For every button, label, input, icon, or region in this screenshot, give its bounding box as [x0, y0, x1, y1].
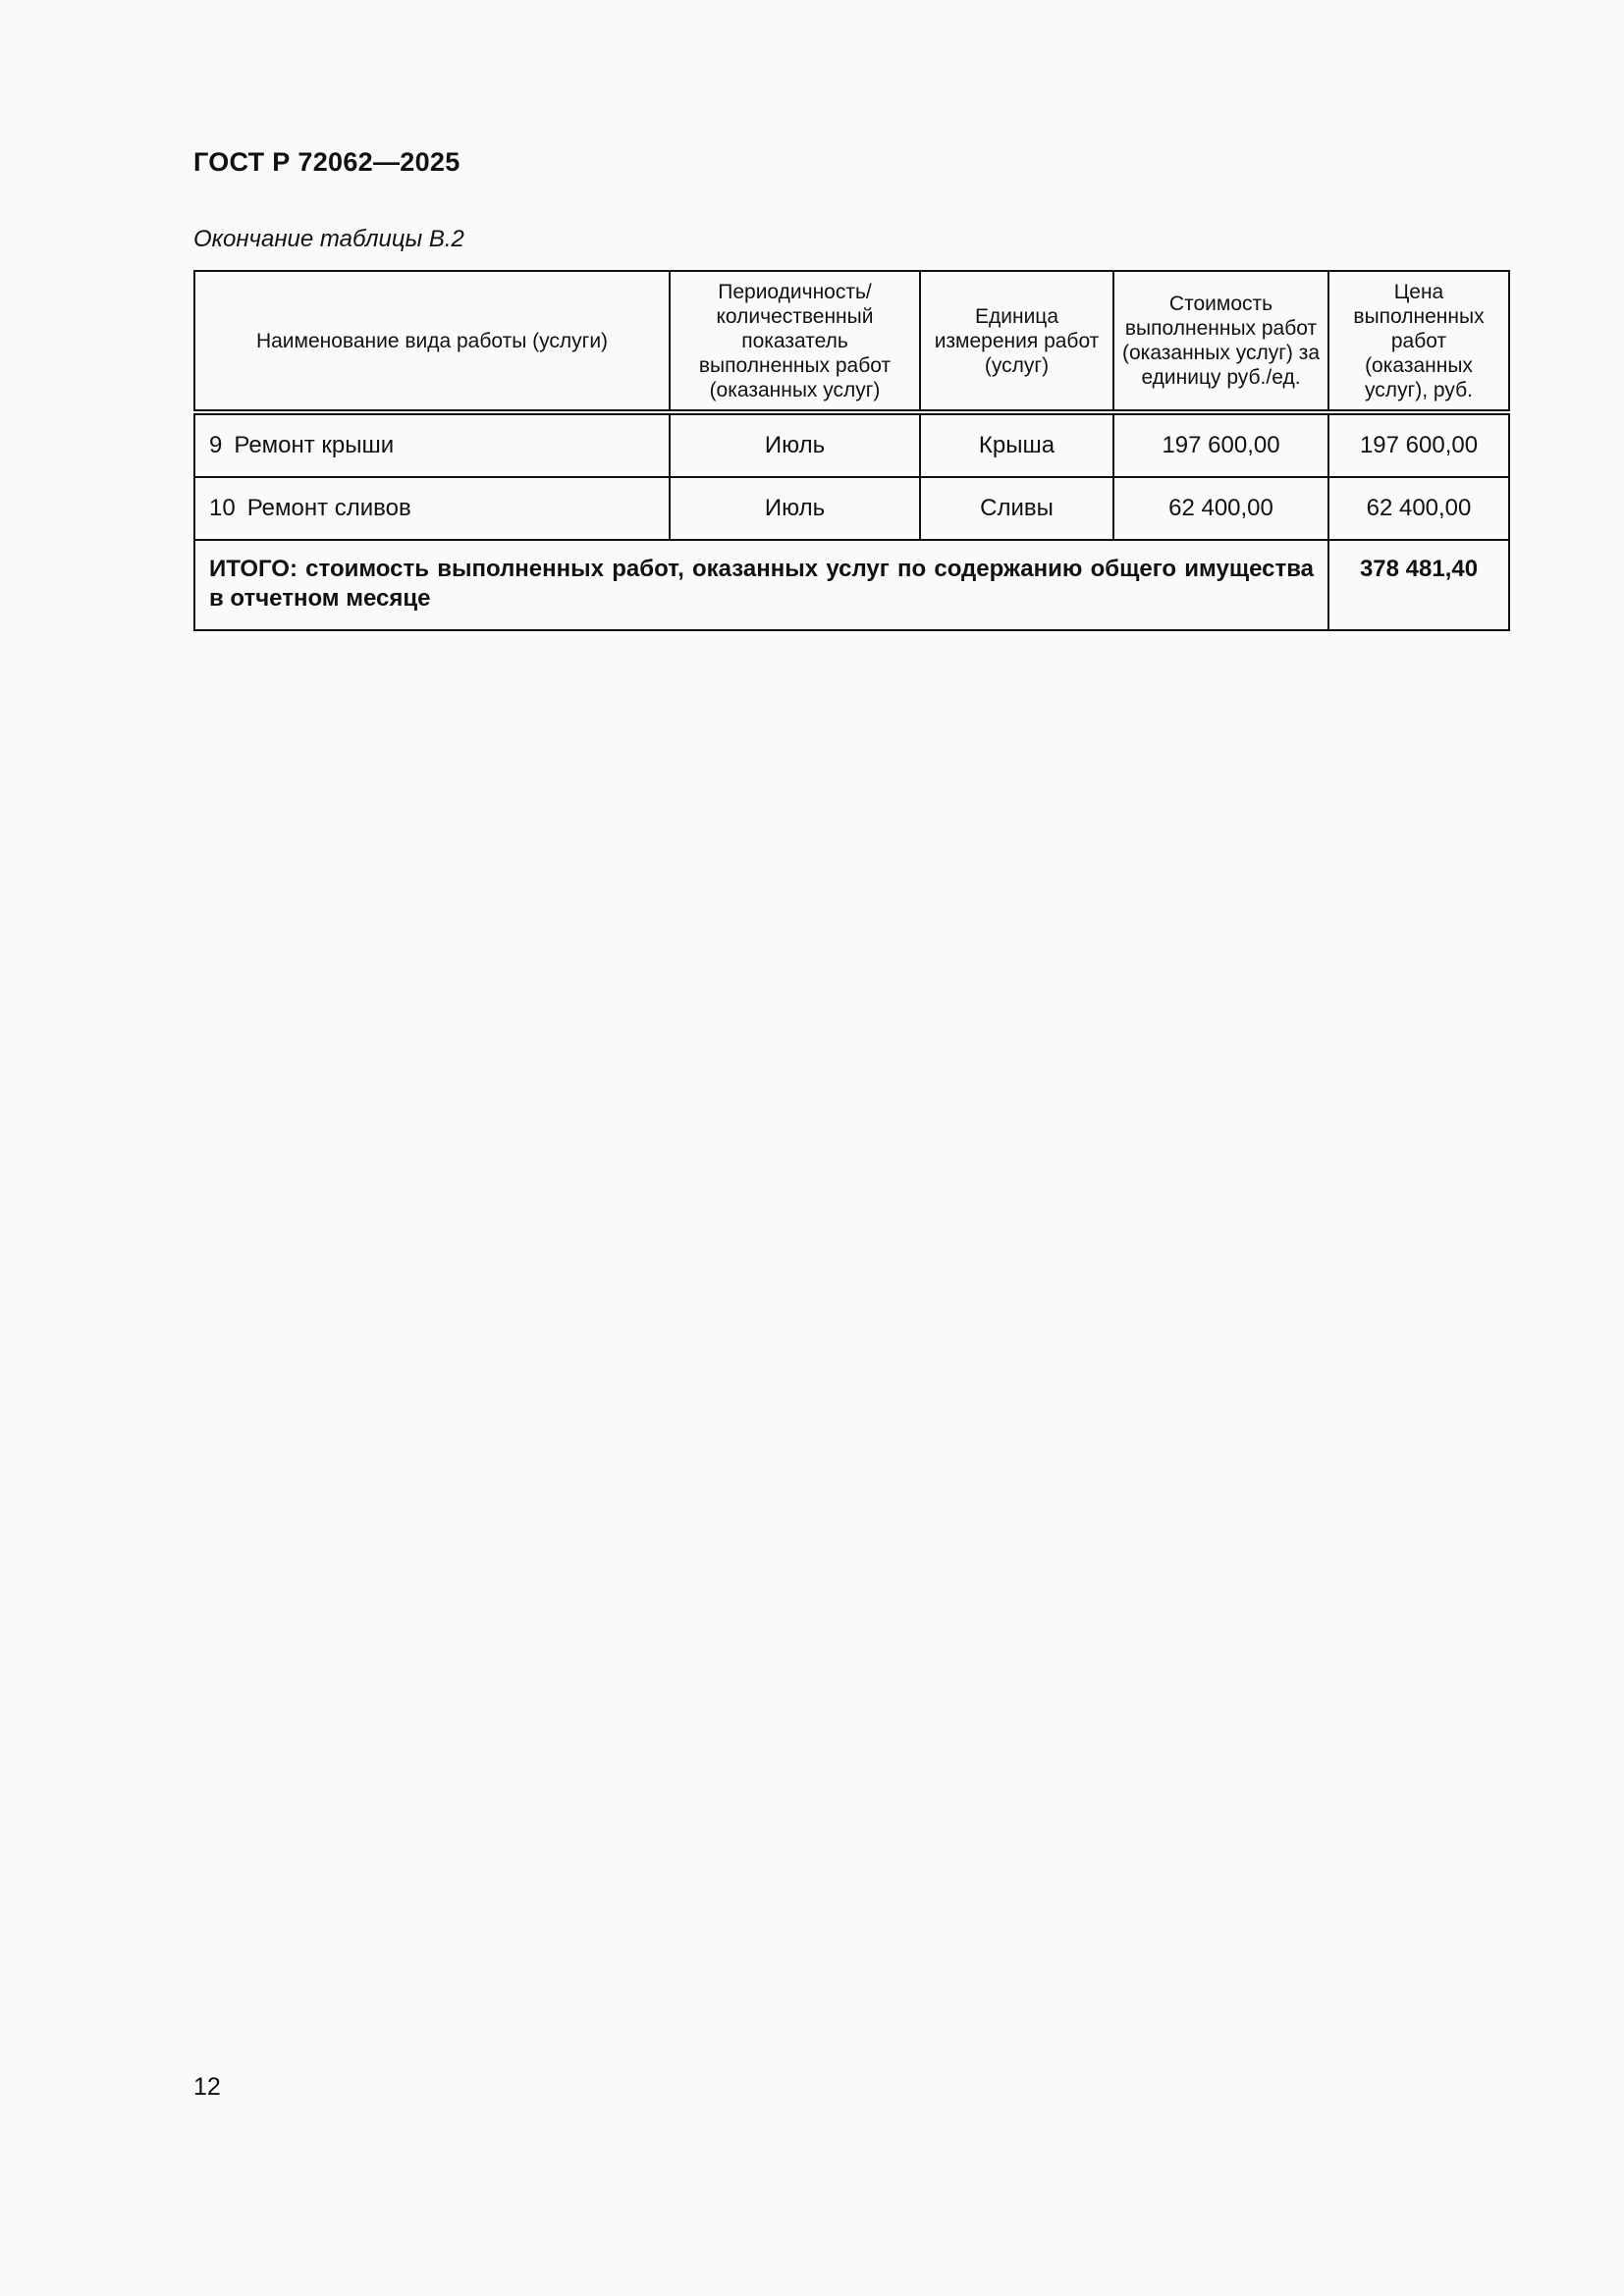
document-header: ГОСТ Р 72062—2025 — [193, 147, 460, 177]
total-label: ИТОГО: стоимость выполненных работ, оказанных услуг по содержанию общего имущества в отчетном месяце — [194, 540, 1328, 630]
row-name: Ремонт сливов — [246, 495, 411, 521]
cell-name — [194, 412, 670, 477]
row-name: Ремонт крыши — [234, 432, 395, 458]
cell-unit: Сливы — [920, 477, 1113, 540]
column-header-unit: Единица измерения работ (услуг) — [920, 271, 1113, 412]
column-header-unit-cost: Стоимость выполненных работ (оказанных услуг) за единицу руб./ед. — [1113, 271, 1328, 412]
table-row — [194, 412, 1509, 477]
table-row — [194, 477, 1509, 540]
header-row — [194, 271, 1509, 412]
table-header — [194, 271, 1509, 412]
cell-price: 197 600,00 — [1328, 412, 1509, 477]
cell-period: Июль — [670, 477, 920, 540]
table-body — [194, 412, 1509, 630]
cell-name — [194, 477, 670, 540]
total-value: 378 481,40 — [1328, 540, 1509, 630]
total-row — [194, 540, 1509, 630]
cell-period: Июль — [670, 412, 920, 477]
page-number: 12 — [193, 2073, 221, 2101]
column-header-price: Цена выполненных работ (оказанных услуг), руб. — [1328, 271, 1509, 412]
cell-unit-cost: 197 600,00 — [1113, 412, 1328, 477]
row-number: 10 — [209, 495, 236, 521]
table-caption: Окончание таблицы В.2 — [193, 226, 464, 252]
row-number: 9 — [209, 432, 223, 458]
cell-unit-cost: 62 400,00 — [1113, 477, 1328, 540]
works-table — [193, 270, 1510, 631]
cell-unit: Крыша — [920, 412, 1113, 477]
column-header-period: Периодичность/ количественный показатель выполненных работ (оказанных услуг) — [670, 271, 920, 412]
column-header-name: Наименование вида работы (услуги) — [194, 271, 670, 412]
cell-price: 62 400,00 — [1328, 477, 1509, 540]
